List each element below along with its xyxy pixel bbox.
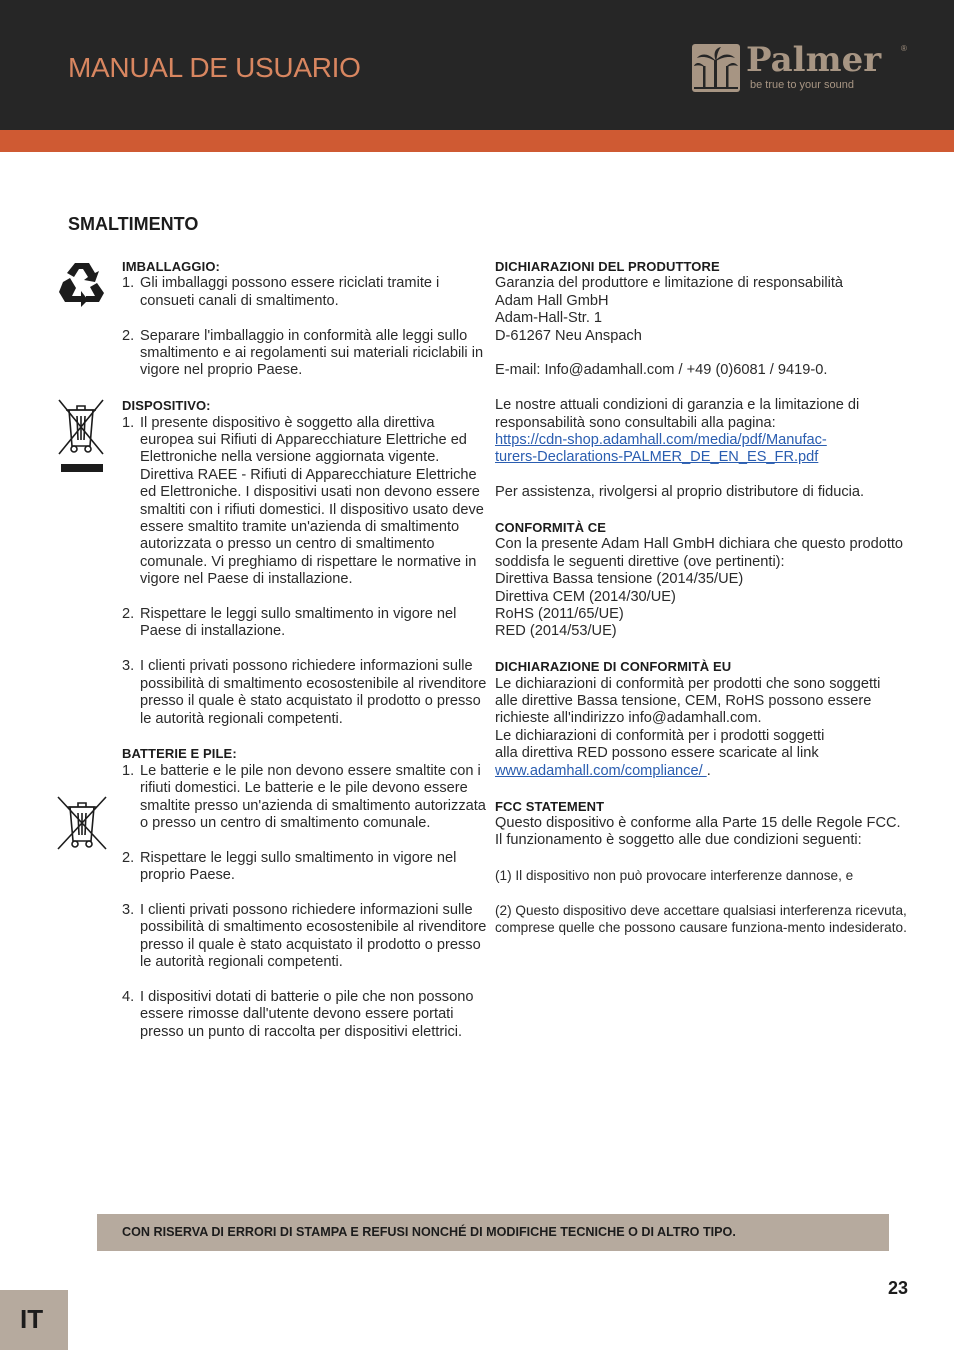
list-item [122, 902, 492, 972]
brand-tagline: be true to your sound [750, 79, 854, 91]
eu-heading: DICHIARAZIONE DI CONFORMITÀ EU [495, 659, 732, 675]
eu-red-suffix: . [706, 762, 711, 779]
weee-crossed-bin-icon [56, 398, 106, 479]
item-text: I clienti privati possono richiedere informazioni sulle possibilità di smaltimento ecosostenibile al rivenditore presso il quale è stato acquistato il prodotto o presso le autorità regionali competenti. [140, 901, 487, 971]
right-column [495, 258, 910, 937]
left-column [122, 258, 492, 1041]
item-text: Il presente dispositivo è soggetto alla direttiva europea sui Rifiuti di Apparecchiature Elettriche ed Elettroniche nella versione aggiornata vigente. Direttiva RAEE - Rifiuti di Apparecchiature Elettriche ed Elettroniche. I dispositivi usati non devono essere smaltiti con i rifiuti domestici. Il dispositivo usato deve essere smaltito tramite un'azienda di smaltimento autorizzata o presso un centro di smaltimento comunale. Vi preghiamo di rispettare le normative in vigore nel Paese di installazione. [140, 414, 484, 588]
item-number: 2. [122, 849, 135, 866]
item-number: 3. [122, 901, 135, 918]
item-number: 1. [122, 275, 135, 292]
warranty-link[interactable]: https://cdn-shop.adamhall.com/media/pdf/Manufac- [495, 432, 827, 449]
manufacturer-line: Adam-Hall-Str. 1 [495, 310, 603, 327]
item-number: 3. [122, 658, 135, 675]
warranty-text: Le nostre attuali condizioni di garanzia e la limitazione di responsabilità sono consultabili alla pagina: [495, 397, 860, 431]
packaging-heading: IMBALLAGGIO: [122, 259, 220, 274]
ce-heading: CONFORMITÀ CE [495, 520, 607, 536]
eu-text: Le dichiarazioni di conformità per prodotti che sono soggetti alle direttive Bassa tensione, CEM, RoHS possono essere richieste all'indirizzo info@adamhall.com. [495, 675, 881, 727]
page-number: 23 [888, 1278, 909, 1298]
item-text: Le batterie e le pile non devono essere smaltite con i rifiuti domestici. Le batterie e le pile devono essere smaltite presso un'azienda di smaltimento autorizzata o presso un centro di smaltimento comunale. [140, 762, 486, 831]
ce-line: RED (2014/53/UE) [495, 623, 617, 640]
fcc-condition-2: (2) Questo dispositivo deve accettare qualsiasi interferenza ricevuta, comprese quelle che possono causare funziona-mento indesiderato. [495, 902, 907, 936]
language-code: IT [20, 1304, 44, 1334]
ce-line: Direttiva CEM (2014/30/UE) [495, 588, 676, 605]
contact-line: E-mail: Info@adamhall.com / +49 (0)6081 / 9419-0. [495, 362, 828, 379]
ce-line: Con la presente Adam Hall GmbH dichiara che questo prodotto soddisfa le seguenti direttive (ove pertinenti): [495, 536, 904, 570]
palmer-logo [692, 40, 912, 96]
manufacturer-line: Garanzia del produttore e limitazione di responsabilità [495, 275, 844, 292]
item-number: 1. [122, 414, 135, 431]
eu-red-prefix: Le dichiarazioni di conformità per i prodotti soggetti alla direttiva RED possono essere scaricate al link [495, 727, 825, 762]
manual-title: MANUAL DE USUARIO [68, 52, 361, 83]
footer-notice-band [97, 1214, 889, 1251]
compliance-link[interactable]: www.adamhall.com/compliance/ [495, 762, 707, 779]
fcc-condition-1: (1) Il dispositivo non può provocare interferenze dannose, e [495, 868, 854, 884]
footer-notice: CON RISERVA DI ERRORI DI STAMPA E REFUSI NONCHÉ DI MODIFICHE TECNICHE O DI ALTRO TIPO. [122, 1225, 736, 1239]
battery-crossed-bin-icon [56, 795, 108, 856]
item-text: Gli imballaggi possono essere riciclati tramite i consueti canali di smaltimento. [140, 275, 440, 309]
batteries-heading: BATTERIE E PILE: [122, 746, 237, 762]
manufacturer-heading: DICHIARAZIONI DEL PRODUTTORE [495, 259, 720, 274]
palm-tree-icon [692, 44, 740, 92]
brand-name: Palmer [746, 40, 882, 80]
item-number: 2. [122, 327, 135, 344]
fcc-text: Il funzionamento è soggetto alle due condizioni seguenti: [495, 832, 862, 849]
list-item [122, 606, 492, 641]
list-item [122, 415, 492, 589]
manufacturer-line: Adam Hall GmbH [495, 292, 609, 309]
section-title: SMALTIMENTO [68, 214, 199, 234]
warranty-link-continued[interactable]: turers-Declarations-PALMER_DE_EN_ES_FR.pdf [495, 449, 819, 466]
header-bar [0, 0, 954, 130]
manufacturer-line: D-61267 Neu Anspach [495, 327, 642, 344]
item-text: Rispettare le leggi sullo smaltimento in vigore nel proprio Paese. [140, 849, 457, 884]
item-text: I dispositivi dotati di batterie o pile che non possono essere rimosse dall'utente devono essere portati presso un punto di raccolta per dispositivi elettrici. [140, 988, 474, 1040]
ce-line: Direttiva Bassa tensione (2014/35/UE) [495, 571, 744, 588]
fcc-heading: FCC STATEMENT [495, 798, 605, 814]
fcc-text: Questo dispositivo è conforme alla Parte 15 delle Regole FCC. [495, 814, 901, 831]
registered-mark: ® [901, 44, 907, 53]
item-text: I clienti privati possono richiedere informazioni sulle possibilità di smaltimento ecosostenibile al rivenditore presso il quale è stato acquistato il prodotto o presso le autorità regionali competenti. [140, 658, 487, 727]
item-number: 4. [122, 988, 135, 1005]
list-item [122, 763, 492, 833]
list-item [122, 658, 492, 728]
list-item [122, 989, 492, 1041]
assistance-text: Per assistenza, rivolgersi al proprio distributore di fiducia. [495, 484, 865, 501]
list-item [122, 850, 492, 885]
list-item [122, 328, 492, 380]
language-tab [0, 1290, 68, 1350]
item-number: 2. [122, 606, 135, 623]
eu-red-text [495, 728, 825, 780]
device-heading: DISPOSITIVO: [122, 398, 211, 414]
ce-line: RoHS (2011/65/UE) [495, 606, 624, 623]
item-text: Rispettare le leggi sullo smaltimento in vigore nel Paese di installazione. [140, 606, 457, 640]
item-number: 1. [122, 762, 135, 779]
accent-bar [0, 130, 954, 152]
item-text: Separare l'imballaggio in conformità alle leggi sullo smaltimento e ai regolamenti sui materiali riciclabili in vigore nel proprio Paese. [140, 327, 484, 379]
list-item [122, 275, 492, 310]
recycling-icon [57, 260, 107, 313]
